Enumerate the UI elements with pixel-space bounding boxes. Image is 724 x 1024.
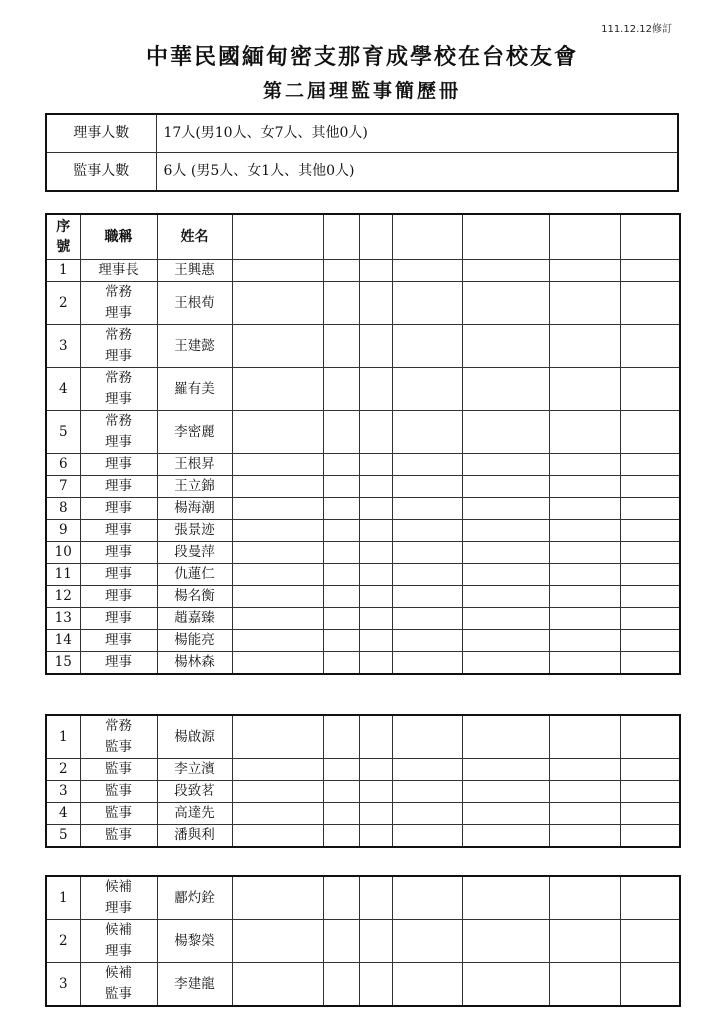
member-name: 趙嘉臻: [157, 608, 232, 630]
supervisors-table: [45, 714, 681, 848]
empty-cell: [549, 781, 620, 803]
empty-cell: [549, 652, 620, 675]
empty-cell: [620, 876, 680, 920]
empty-cell: [462, 781, 549, 803]
empty-cell: [232, 630, 323, 652]
empty-cell: [359, 586, 392, 608]
empty-cell: [620, 214, 680, 260]
director-count-label: 理事人數: [46, 114, 156, 153]
empty-cell: [359, 652, 392, 675]
empty-cell: [549, 476, 620, 498]
empty-cell: [232, 652, 323, 675]
empty-cell: [359, 564, 392, 586]
empty-cell: [392, 608, 462, 630]
member-name: 酈灼銓: [157, 876, 232, 920]
row-number: 5: [46, 411, 80, 454]
empty-cell: [323, 476, 359, 498]
empty-cell: [323, 282, 359, 325]
empty-cell: [620, 542, 680, 564]
table-row: [46, 542, 680, 564]
empty-cell: [620, 608, 680, 630]
empty-cell: [392, 214, 462, 260]
member-name: 潘與利: [157, 825, 232, 848]
empty-cell: [392, 520, 462, 542]
empty-cell: [392, 920, 462, 963]
empty-cell: [359, 963, 392, 1007]
empty-cell: [462, 803, 549, 825]
member-position: 常務 理事: [80, 325, 157, 368]
director-count-row: [46, 114, 678, 153]
empty-cell: [323, 520, 359, 542]
empty-cell: [462, 260, 549, 282]
empty-cell: [359, 803, 392, 825]
empty-cell: [549, 963, 620, 1007]
empty-cell: [392, 368, 462, 411]
empty-cell: [323, 214, 359, 260]
empty-cell: [232, 368, 323, 411]
empty-cell: [359, 542, 392, 564]
empty-cell: [232, 260, 323, 282]
table-row: [46, 876, 680, 920]
alternates-table: [45, 875, 681, 1007]
empty-cell: [620, 368, 680, 411]
header-position: 職稱: [80, 214, 157, 260]
director-count-value: 17人(男10人、女7人、其他0人): [156, 114, 678, 153]
table-row: [46, 520, 680, 542]
empty-cell: [462, 825, 549, 848]
empty-cell: [620, 498, 680, 520]
empty-cell: [359, 282, 392, 325]
empty-cell: [392, 542, 462, 564]
empty-cell: [620, 520, 680, 542]
member-name: 楊啟源: [157, 715, 232, 759]
empty-cell: [462, 652, 549, 675]
empty-cell: [462, 498, 549, 520]
empty-cell: [549, 803, 620, 825]
member-position: 常務 監事: [80, 715, 157, 759]
empty-cell: [232, 325, 323, 368]
empty-cell: [549, 282, 620, 325]
row-number: 1: [46, 260, 80, 282]
member-name: 段曼萍: [157, 542, 232, 564]
row-number: 3: [46, 325, 80, 368]
empty-cell: [620, 652, 680, 675]
member-position: 候補 理事: [80, 920, 157, 963]
empty-cell: [359, 368, 392, 411]
table-row: [46, 368, 680, 411]
empty-cell: [549, 520, 620, 542]
page-title: 中華民國緬甸密支那育成學校在台校友會: [145, 44, 578, 70]
member-name: 李建龍: [157, 963, 232, 1007]
member-position: 理事: [80, 608, 157, 630]
empty-cell: [620, 260, 680, 282]
empty-cell: [232, 586, 323, 608]
empty-cell: [232, 803, 323, 825]
empty-cell: [323, 876, 359, 920]
empty-cell: [620, 411, 680, 454]
empty-cell: [549, 920, 620, 963]
empty-cell: [323, 411, 359, 454]
revision-date: 111.12.12修訂: [601, 24, 672, 35]
table-row: [46, 325, 680, 368]
empty-cell: [232, 876, 323, 920]
empty-cell: [323, 542, 359, 564]
member-name: 羅有美: [157, 368, 232, 411]
empty-cell: [392, 652, 462, 675]
row-number: 9: [46, 520, 80, 542]
empty-cell: [462, 368, 549, 411]
empty-cell: [462, 282, 549, 325]
table-row: [46, 781, 680, 803]
empty-cell: [232, 608, 323, 630]
member-position: 監事: [80, 781, 157, 803]
table-row: [46, 476, 680, 498]
empty-cell: [462, 411, 549, 454]
table-row: [46, 586, 680, 608]
empty-cell: [462, 963, 549, 1007]
row-number: 14: [46, 630, 80, 652]
empty-cell: [462, 759, 549, 781]
page-subtitle: 第二屆理監事簡歷冊: [262, 80, 461, 102]
member-name: 王興惠: [157, 260, 232, 282]
empty-cell: [620, 454, 680, 476]
empty-cell: [232, 542, 323, 564]
empty-cell: [620, 715, 680, 759]
empty-cell: [232, 498, 323, 520]
table-row: [46, 652, 680, 675]
empty-cell: [359, 630, 392, 652]
member-position: 常務 理事: [80, 368, 157, 411]
table-row: [46, 608, 680, 630]
empty-cell: [549, 876, 620, 920]
empty-cell: [323, 803, 359, 825]
empty-cell: [392, 963, 462, 1007]
member-name: 李密麗: [157, 411, 232, 454]
empty-cell: [620, 759, 680, 781]
empty-cell: [392, 476, 462, 498]
member-position: 理事: [80, 564, 157, 586]
empty-cell: [392, 876, 462, 920]
empty-cell: [620, 920, 680, 963]
empty-cell: [620, 963, 680, 1007]
empty-cell: [359, 476, 392, 498]
row-number: 10: [46, 542, 80, 564]
empty-cell: [323, 963, 359, 1007]
member-position: 理事: [80, 542, 157, 564]
member-position: 理事長: [80, 260, 157, 282]
table-row: [46, 454, 680, 476]
empty-cell: [620, 586, 680, 608]
member-position: 理事: [80, 586, 157, 608]
empty-cell: [232, 920, 323, 963]
member-name: 楊名衡: [157, 586, 232, 608]
empty-cell: [620, 803, 680, 825]
table-row: [46, 803, 680, 825]
supervisor-count-value: 6人 (男5人、女1人、其他0人): [156, 153, 678, 192]
member-position: 理事: [80, 476, 157, 498]
table-row: [46, 759, 680, 781]
empty-cell: [323, 652, 359, 675]
empty-cell: [323, 759, 359, 781]
empty-cell: [462, 586, 549, 608]
row-number: 2: [46, 282, 80, 325]
member-name: 張景迹: [157, 520, 232, 542]
table-row: [46, 282, 680, 325]
empty-cell: [462, 876, 549, 920]
empty-cell: [549, 608, 620, 630]
empty-cell: [549, 411, 620, 454]
member-name: 段致茗: [157, 781, 232, 803]
empty-cell: [232, 214, 323, 260]
row-number: 15: [46, 652, 80, 675]
empty-cell: [462, 520, 549, 542]
row-number: 8: [46, 498, 80, 520]
empty-cell: [392, 498, 462, 520]
row-number: 1: [46, 715, 80, 759]
empty-cell: [392, 282, 462, 325]
empty-cell: [323, 586, 359, 608]
empty-cell: [323, 325, 359, 368]
header-name: 姓名: [157, 214, 232, 260]
empty-cell: [323, 454, 359, 476]
empty-cell: [359, 520, 392, 542]
member-position: 理事: [80, 498, 157, 520]
member-position: 理事: [80, 630, 157, 652]
table-header-row: [46, 214, 680, 260]
member-name: 高達先: [157, 803, 232, 825]
empty-cell: [549, 325, 620, 368]
member-name: 王建懿: [157, 325, 232, 368]
empty-cell: [232, 715, 323, 759]
member-position: 監事: [80, 759, 157, 781]
table-row: [46, 715, 680, 759]
empty-cell: [359, 214, 392, 260]
empty-cell: [392, 825, 462, 848]
member-count-summary: [45, 113, 679, 192]
empty-cell: [620, 282, 680, 325]
empty-cell: [620, 781, 680, 803]
empty-cell: [620, 325, 680, 368]
empty-cell: [359, 825, 392, 848]
empty-cell: [323, 920, 359, 963]
member-name: 楊能亮: [157, 630, 232, 652]
empty-cell: [232, 520, 323, 542]
table-row: [46, 825, 680, 848]
empty-cell: [462, 325, 549, 368]
member-name: 楊黎榮: [157, 920, 232, 963]
table-row: [46, 920, 680, 963]
table-row: [46, 630, 680, 652]
row-number: 7: [46, 476, 80, 498]
row-number: 2: [46, 759, 80, 781]
empty-cell: [620, 476, 680, 498]
empty-cell: [232, 759, 323, 781]
empty-cell: [232, 454, 323, 476]
empty-cell: [323, 715, 359, 759]
row-number: 4: [46, 803, 80, 825]
member-position: 候補 監事: [80, 963, 157, 1007]
member-position: 理事: [80, 652, 157, 675]
member-name: 李立濱: [157, 759, 232, 781]
member-name: 王根昇: [157, 454, 232, 476]
empty-cell: [359, 759, 392, 781]
empty-cell: [359, 608, 392, 630]
member-position: 監事: [80, 825, 157, 848]
empty-cell: [549, 368, 620, 411]
member-position: 常務 理事: [80, 282, 157, 325]
empty-cell: [549, 214, 620, 260]
empty-cell: [323, 498, 359, 520]
member-name: 仇蓮仁: [157, 564, 232, 586]
empty-cell: [232, 781, 323, 803]
empty-cell: [232, 825, 323, 848]
empty-cell: [549, 759, 620, 781]
empty-cell: [359, 325, 392, 368]
directors-table: [45, 213, 681, 675]
empty-cell: [549, 715, 620, 759]
member-position: 理事: [80, 454, 157, 476]
header-seq: 序 號: [46, 214, 80, 260]
supervisor-count-row: [46, 153, 678, 192]
empty-cell: [323, 260, 359, 282]
empty-cell: [359, 920, 392, 963]
row-number: 5: [46, 825, 80, 848]
empty-cell: [392, 781, 462, 803]
empty-cell: [323, 564, 359, 586]
row-number: 11: [46, 564, 80, 586]
empty-cell: [359, 781, 392, 803]
row-number: 2: [46, 920, 80, 963]
table-row: [46, 260, 680, 282]
empty-cell: [392, 260, 462, 282]
empty-cell: [359, 876, 392, 920]
row-number: 3: [46, 963, 80, 1007]
empty-cell: [549, 260, 620, 282]
member-name: 楊海潮: [157, 498, 232, 520]
empty-cell: [549, 586, 620, 608]
supervisor-count-label: 監事人數: [46, 153, 156, 192]
table-row: [46, 564, 680, 586]
empty-cell: [462, 630, 549, 652]
empty-cell: [549, 564, 620, 586]
empty-cell: [232, 564, 323, 586]
empty-cell: [392, 325, 462, 368]
empty-cell: [392, 411, 462, 454]
member-name: 楊林森: [157, 652, 232, 675]
empty-cell: [462, 608, 549, 630]
empty-cell: [620, 825, 680, 848]
member-position: 常務 理事: [80, 411, 157, 454]
table-row: [46, 411, 680, 454]
empty-cell: [549, 498, 620, 520]
empty-cell: [620, 564, 680, 586]
empty-cell: [462, 542, 549, 564]
empty-cell: [462, 920, 549, 963]
empty-cell: [462, 214, 549, 260]
empty-cell: [392, 630, 462, 652]
empty-cell: [232, 476, 323, 498]
row-number: 4: [46, 368, 80, 411]
member-position: 監事: [80, 803, 157, 825]
empty-cell: [549, 825, 620, 848]
row-number: 1: [46, 876, 80, 920]
empty-cell: [359, 411, 392, 454]
empty-cell: [232, 963, 323, 1007]
empty-cell: [462, 715, 549, 759]
member-position: 理事: [80, 520, 157, 542]
table-row: [46, 963, 680, 1007]
row-number: 13: [46, 608, 80, 630]
empty-cell: [392, 759, 462, 781]
empty-cell: [323, 630, 359, 652]
empty-cell: [359, 454, 392, 476]
member-name: 王立錦: [157, 476, 232, 498]
empty-cell: [392, 715, 462, 759]
empty-cell: [392, 803, 462, 825]
empty-cell: [462, 476, 549, 498]
empty-cell: [462, 454, 549, 476]
empty-cell: [359, 498, 392, 520]
empty-cell: [232, 282, 323, 325]
empty-cell: [359, 715, 392, 759]
empty-cell: [359, 260, 392, 282]
empty-cell: [392, 586, 462, 608]
row-number: 12: [46, 586, 80, 608]
empty-cell: [323, 781, 359, 803]
empty-cell: [549, 630, 620, 652]
member-position: 候補 理事: [80, 876, 157, 920]
empty-cell: [462, 564, 549, 586]
empty-cell: [323, 368, 359, 411]
table-row: [46, 498, 680, 520]
empty-cell: [232, 411, 323, 454]
empty-cell: [323, 608, 359, 630]
member-name: 王根荀: [157, 282, 232, 325]
row-number: 6: [46, 454, 80, 476]
empty-cell: [549, 454, 620, 476]
empty-cell: [620, 630, 680, 652]
empty-cell: [392, 564, 462, 586]
empty-cell: [549, 542, 620, 564]
row-number: 3: [46, 781, 80, 803]
empty-cell: [323, 825, 359, 848]
empty-cell: [392, 454, 462, 476]
